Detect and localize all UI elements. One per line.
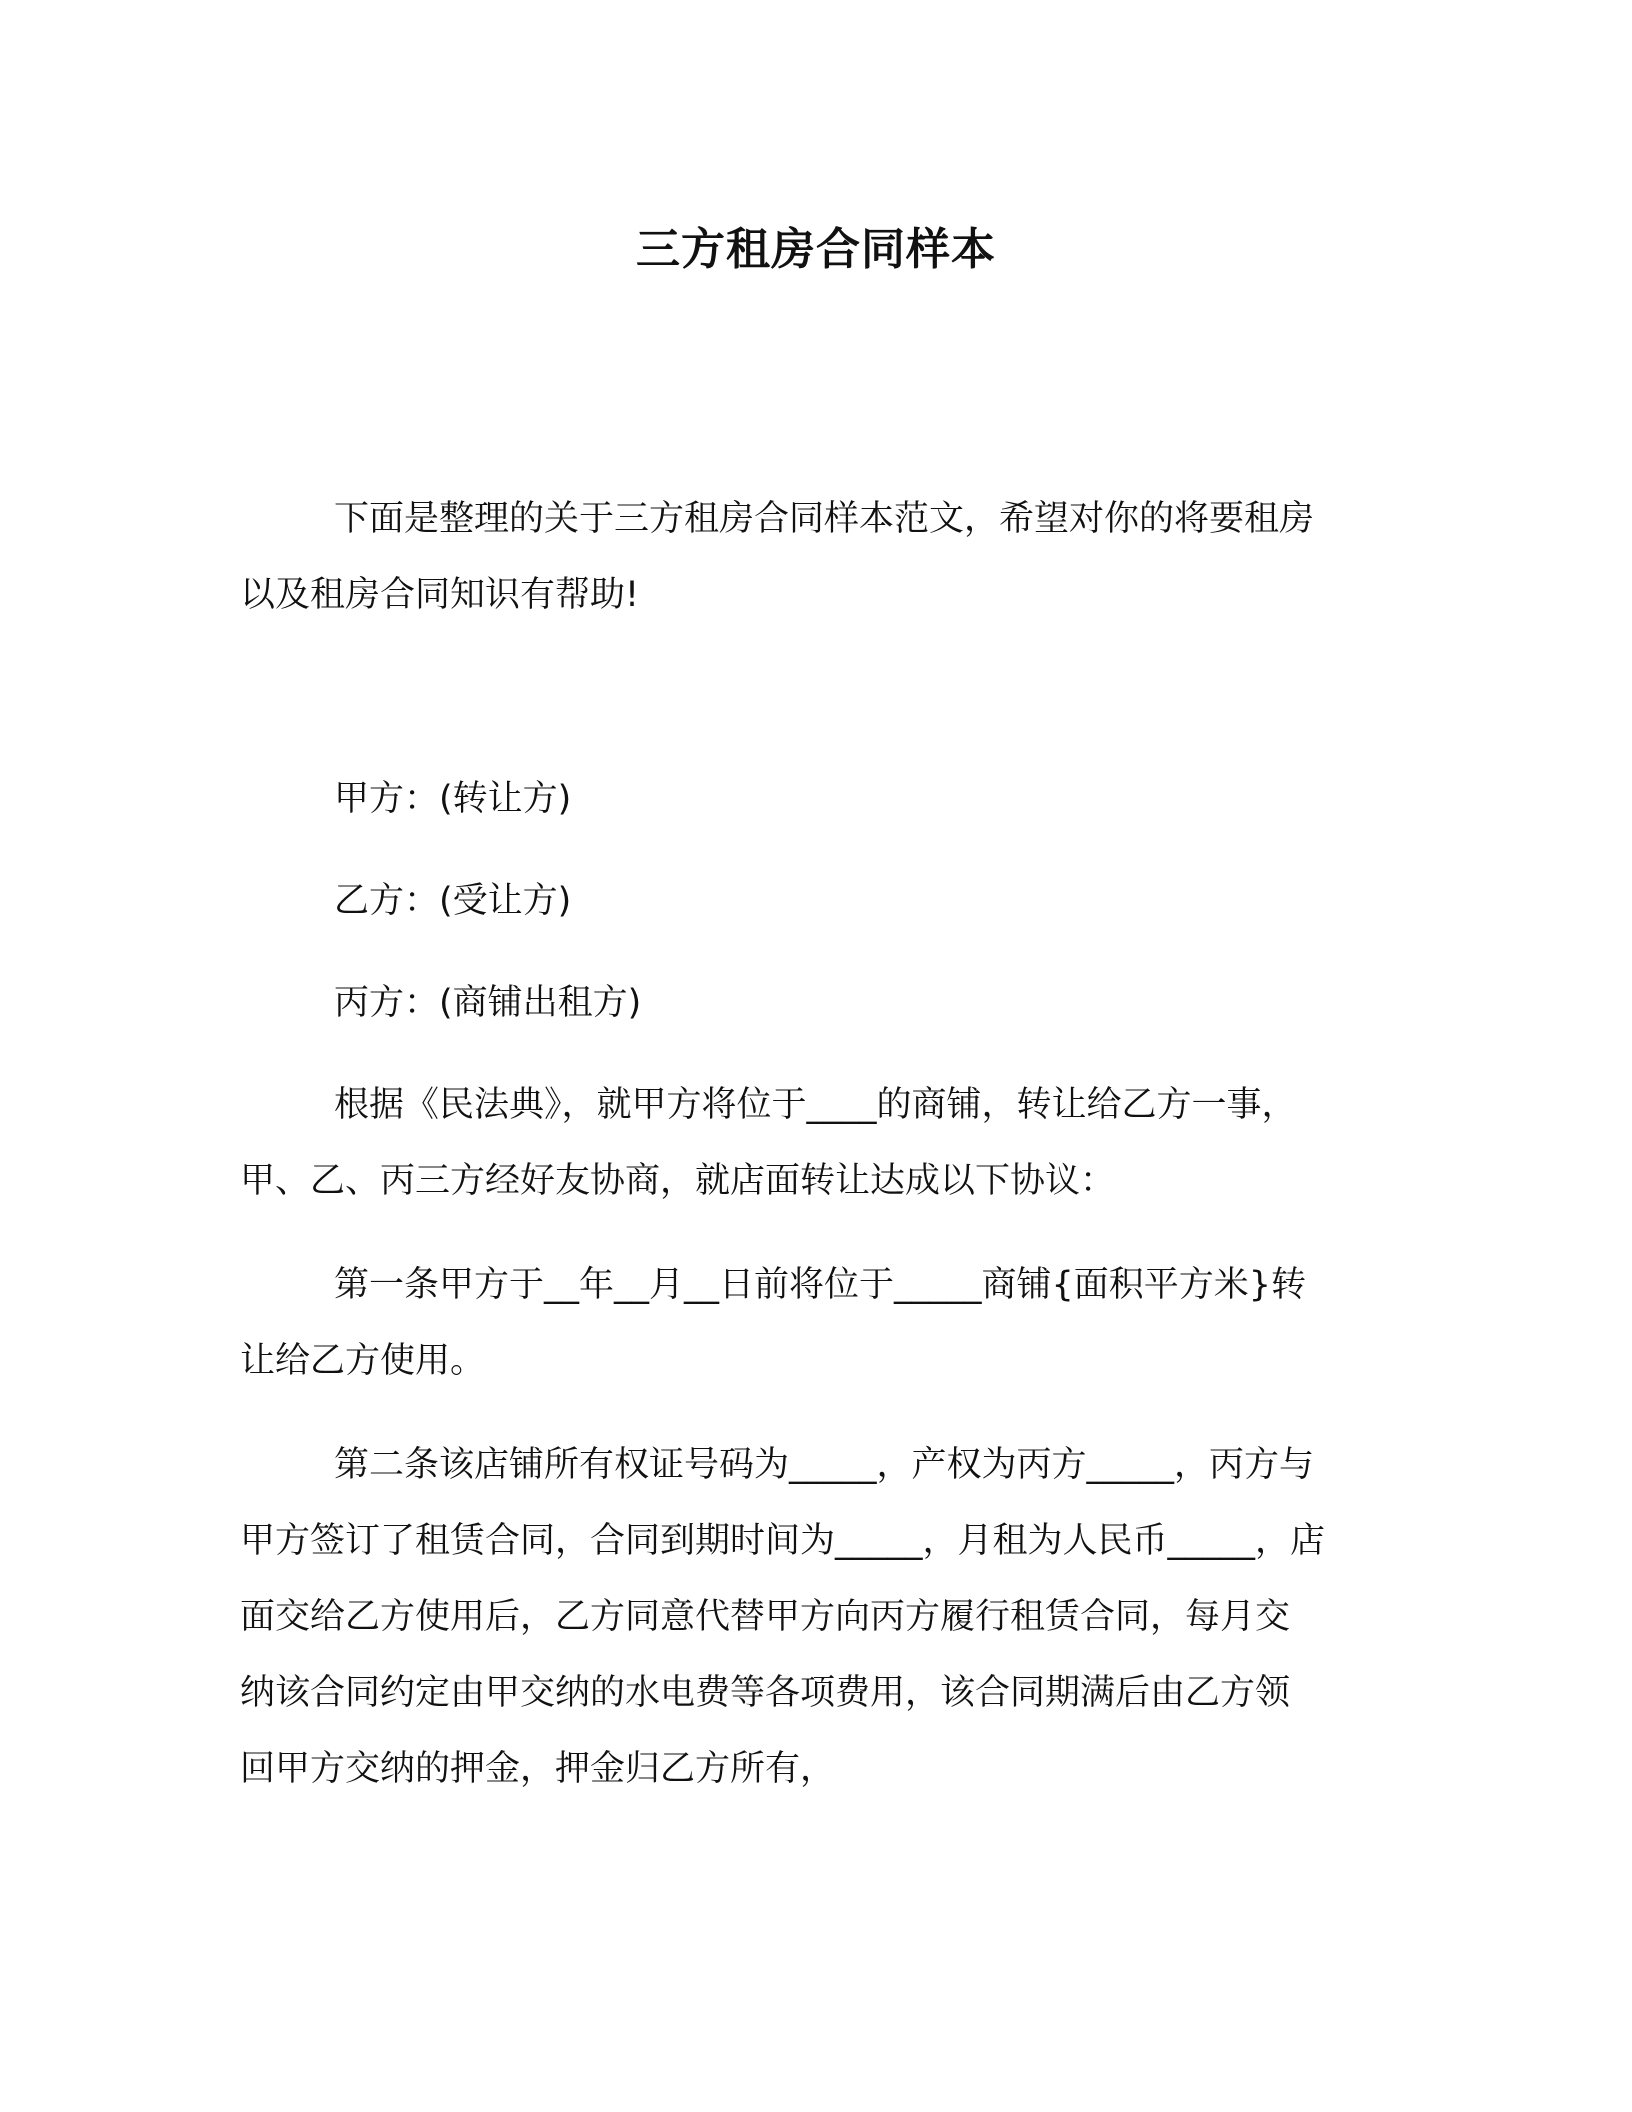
article2-line-4: 纳该合同约定由甲交纳的水电费等各项费用，该合同期满后由乙方领 xyxy=(240,1673,1291,1713)
party-c: 丙方：(商铺出租方) xyxy=(334,983,642,1023)
article2-line-1: 第二条该店铺所有权证号码为_____，产权为丙方_____，丙方与 xyxy=(334,1445,1315,1485)
party-a: 甲方：(转让方) xyxy=(334,779,572,819)
article2-line-3: 面交给乙方使用后，乙方同意代替甲方向丙方履行租赁合同，每月交 xyxy=(240,1597,1291,1637)
party-b: 乙方：(受让方) xyxy=(334,881,572,921)
article1-line-1: 第一条甲方于__年__月__日前将位于_____商铺{面积平方米}转 xyxy=(334,1265,1307,1305)
document-title: 三方租房合同样本 xyxy=(636,224,996,275)
preamble-line-1: 根据《民法典》，就甲方将位于____的商铺，转让给乙方一事， xyxy=(334,1085,1297,1125)
article2-line-5: 回甲方交纳的押金，押金归乙方所有， xyxy=(240,1749,836,1789)
intro-line-2: 以及租房合同知识有帮助! xyxy=(240,575,640,615)
article1-line-2: 让给乙方使用。 xyxy=(240,1341,486,1381)
article2-line-2: 甲方签订了租赁合同，合同到期时间为_____，月租为人民币_____，店 xyxy=(240,1521,1326,1561)
intro-line-1: 下面是整理的关于三方租房合同样本范文，希望对你的将要租房 xyxy=(334,499,1315,539)
preamble-line-2: 甲、乙、丙三方经好友协商，就店面转让达成以下协议： xyxy=(240,1161,1116,1201)
